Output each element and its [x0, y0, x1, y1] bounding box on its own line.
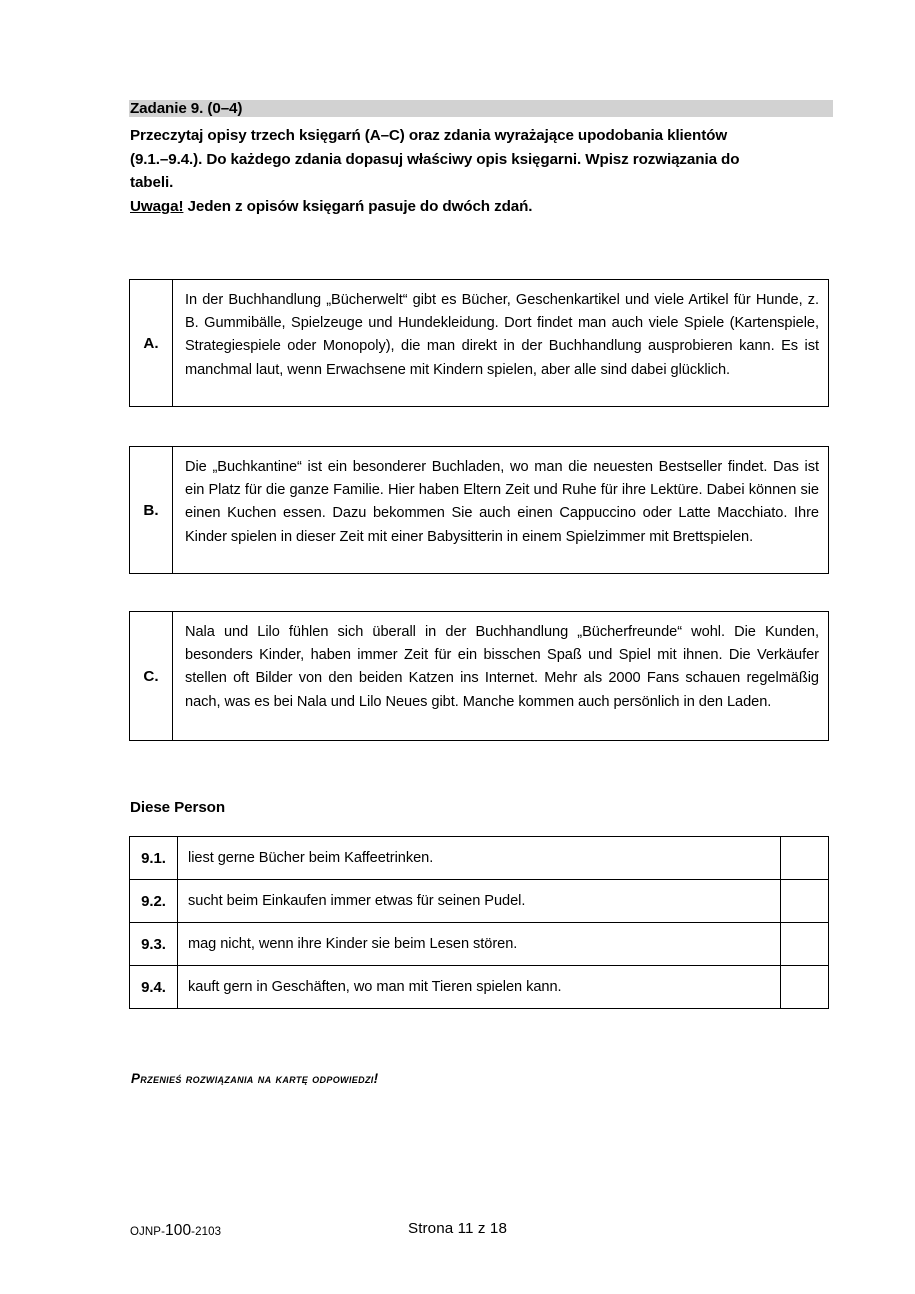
answer-section-heading: Diese Person	[130, 799, 226, 816]
answer-table	[129, 836, 829, 1009]
footer-code-suffix: -2103	[191, 1226, 222, 1238]
table-row	[130, 966, 829, 1009]
table-row	[130, 837, 829, 880]
answer-row-number-2: 9.2.	[130, 880, 178, 923]
task-note-label: Uwaga!	[130, 198, 184, 215]
answer-row-input-2[interactable]	[781, 880, 829, 923]
answer-row-number-1: 9.1.	[130, 837, 178, 880]
answer-row-statement-2: sucht beim Einkaufen immer etwas für seinen Pudel.	[178, 880, 781, 923]
description-text-c: Nala und Lilo fühlen sich überall in der Buchhandlung „Bücherfreunde“ wohl. Die Kunden, besonders Kinder, haben immer Zeit für ein bisschen Spaß und Spiel mit ihnen. Die Verkäufer stellen oft Bilder von den beiden Katzen ins Internet. Mehr als 2000 Fans schauen regelmäßig nach, was es bei Nala und Lilo Neues gibt. Manche kommen auch persönlich in den Laden.	[185, 624, 819, 710]
answer-row-input-1[interactable]	[781, 837, 829, 880]
table-row	[130, 880, 829, 923]
answer-row-input-3[interactable]	[781, 923, 829, 966]
description-text-a: In der Buchhandlung „Bücherwelt“ gibt es Bücher, Geschenkartikel und viele Artikel für Hunde, z. B. Gummibälle, Spielzeuge und Hundekleidung. Dort findet man auch viele Spiele (Kartenspiele, Strategiespiele oder Monopoly), die man direkt in der Buchhandlung ausprobieren kann. Es ist manchmal laut, wenn Erwachsene mit Kindern spielen, aber alle sind dabei glücklich.	[185, 292, 819, 378]
task-instruction-line-2: (9.1.–9.4.). Do każdego zdania dopasuj właściwy opis księgarni. Wpisz rozwiązania do	[130, 150, 740, 168]
footer-code-prefix: OJNP-	[130, 1226, 165, 1238]
footer-page-number: Strona 11 z 18	[407, 1220, 508, 1237]
task-instruction	[130, 124, 830, 195]
task-instruction-line-3: tabeli.	[130, 174, 174, 191]
answer-row-number-3: 9.3.	[130, 923, 178, 966]
answer-row-input-4[interactable]	[781, 966, 829, 1009]
transfer-answers-note: Przenieś rozwiązania na kartę odpowiedzi!	[131, 1071, 379, 1086]
table-row	[130, 923, 829, 966]
answer-row-statement-1: liest gerne Bücher beim Kaffeetrinken.	[178, 837, 781, 880]
description-letter-a: A.	[130, 280, 173, 406]
description-text-b: Die „Buchkantine“ ist ein besonderer Buchladen, wo man die neuesten Bestseller findet. Das ist ein Platz für die ganze Familie. Hier haben Eltern Zeit und Ruhe für ihre Lektüre. Dabei können sie einen Kuchen essen. Dazu bekommen Sie auch einen Cappuccino oder Latte Macchiato. Ihre Kinder spielen in dieser Zeit mit einer Babysitterin in einem Spielzimmer mit Brettspielen.	[185, 459, 819, 545]
task-header-label: Zadanie 9. (0–4)	[130, 100, 243, 117]
task-note	[130, 195, 830, 219]
task-note-text: Jeden z opisów księgarń pasuje do dwóch zdań.	[183, 198, 533, 215]
description-box-b	[129, 446, 829, 574]
answer-row-statement-3: mag nicht, wenn ihre Kinder sie beim Lesen stören.	[178, 923, 781, 966]
task-instruction-line-1: Przeczytaj opisy trzech księgarń (A–C) oraz zdania wyrażające upodobania klientów	[130, 127, 728, 144]
description-letter-b: B.	[130, 447, 173, 573]
answer-row-number-4: 9.4.	[130, 966, 178, 1009]
description-box-c	[129, 611, 829, 741]
answer-row-statement-4: kauft gern in Geschäften, wo man mit Tieren spielen kann.	[178, 966, 781, 1009]
description-box-a	[129, 279, 829, 407]
footer-code-middle: 100	[165, 1222, 192, 1239]
description-letter-c: C.	[130, 612, 173, 740]
